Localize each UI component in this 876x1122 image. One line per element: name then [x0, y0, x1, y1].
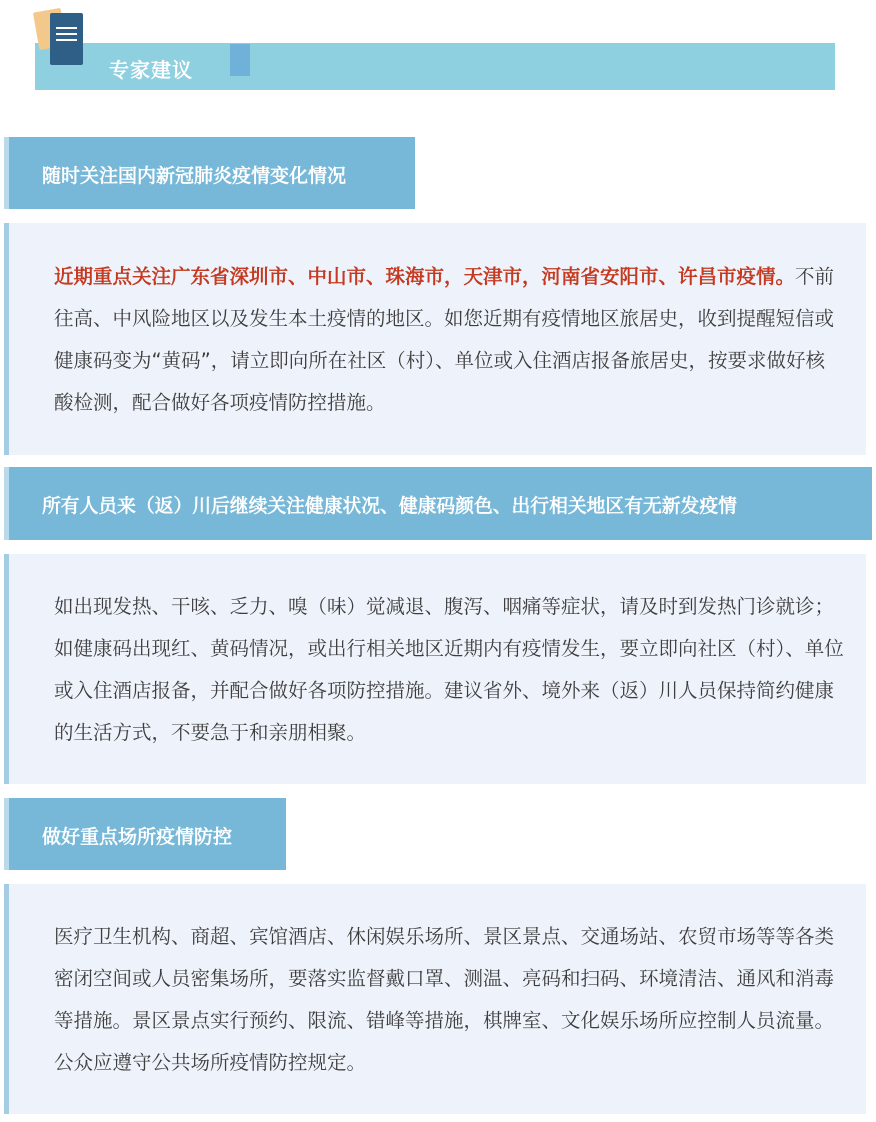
section-header-3-text: 做好重点场所疫情防控	[42, 826, 233, 848]
section-content-3	[4, 884, 866, 1114]
section-header-1-text: 随时关注国内新冠肺炎疫情变化情况	[42, 165, 347, 187]
section-content-2	[4, 554, 866, 784]
section-body-1: 不前往高、中风险地区以及发生本土疫情的地区。如您近期有疫情地区旅居史，收到提醒短信或健康码变为“黄码”，请立即向所在社区（村）、单位或入住酒店报备旅居史，按要求做好核酸检测，配合做好各项疫情防控措施。	[54, 265, 835, 414]
document-icon	[50, 13, 83, 65]
section-header-2	[4, 467, 872, 540]
section-body-3: 医疗卫生机构、商超、宾馆酒店、休闲娱乐场所、景区景点、交通场站、农贸市场等等各类密闭空间或人员密集场所，要落实监督戴口罩、测温、亮码和扫码、环境清洁、通风和消毒等措施。景区景点实行预约、限流、错峰等措施，棋牌室、文化娱乐场所应控制人员流量。公众应遵守公共场所疫情防控规定。	[54, 925, 835, 1074]
section-header-1	[4, 137, 415, 209]
section-content-1	[4, 223, 866, 455]
section-body-2: 如出现发热、干咳、乏力、嗅（味）觉减退、腹泻、咽痛等症状，请及时到发热门诊就诊；如健康码出现红、黄码情况，或出行相关地区近期内有疫情发生，要立即向社区（村）、单位或入住酒店报备，并配合做好各项防控措施。建议省外、境外来（返）川人员保持简约健康的生活方式，不要急于和亲朋相聚。	[54, 595, 844, 744]
banner-title: 专家建议	[109, 58, 193, 82]
section-header-2-text: 所有人员来（返）川后继续关注健康状况、健康码颜色、出行相关地区有无新发疫情	[42, 496, 737, 517]
banner-accent	[230, 44, 250, 76]
section-header-3	[4, 798, 286, 870]
highlight-text: 近期重点关注广东省深圳市、中山市、珠海市，天津市，河南省安阳市、许昌市疫情。	[54, 265, 796, 288]
